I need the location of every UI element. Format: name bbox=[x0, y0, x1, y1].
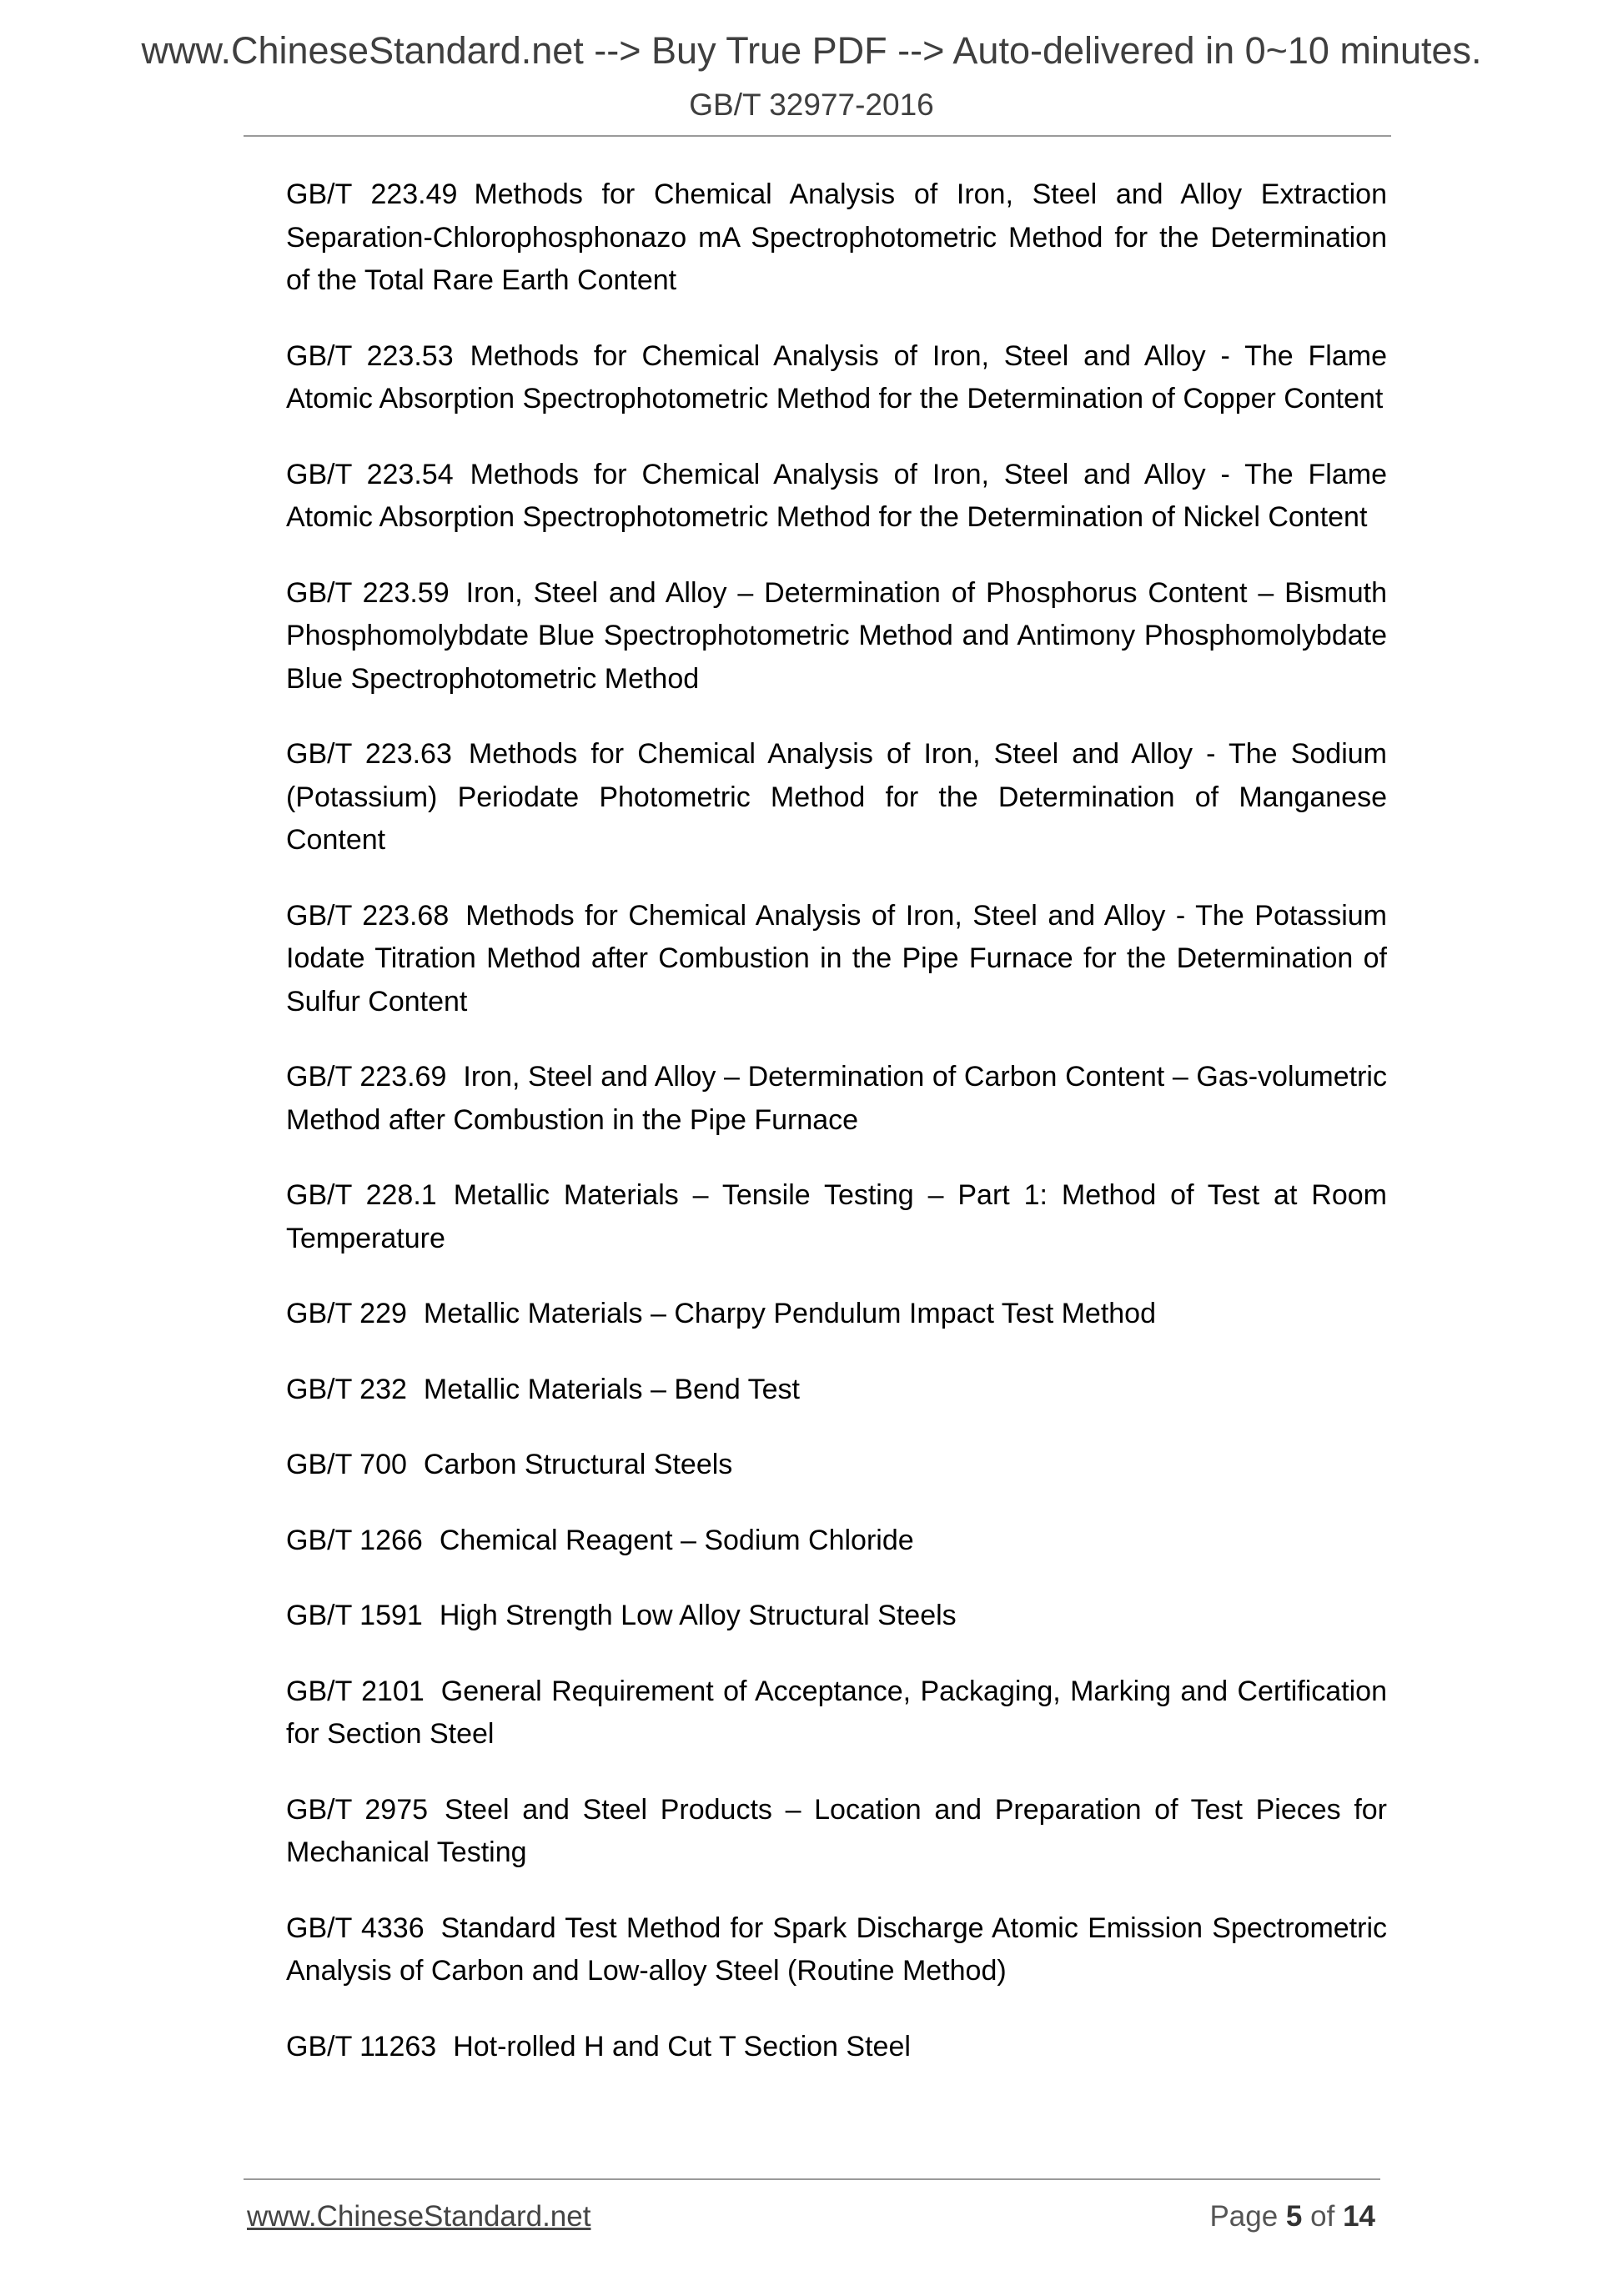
reference-entry bbox=[286, 572, 1387, 701]
footer-divider bbox=[244, 2178, 1380, 2180]
standard-title: General Requirement of Acceptance, Packaging, Marking and Certification for Section Steel bbox=[286, 1675, 1387, 1750]
reference-entry bbox=[286, 1520, 1387, 1563]
standard-title: Carbon Structural Steels bbox=[423, 1449, 733, 1480]
normative-references-list bbox=[286, 173, 1387, 2101]
standard-code: GB/T 223.68 bbox=[286, 899, 450, 932]
standard-title: Methods for Chemical Analysis of Iron, Steel and Alloy - The Flame Atomic Absorption Spectrophotometric Method for the Determination of Nickel Content bbox=[286, 458, 1387, 533]
standard-code: GB/T 2975 bbox=[286, 1793, 429, 1826]
standard-title: Metallic Materials – Tensile Testing – Part 1: Method of Test at Room Temperature bbox=[286, 1179, 1387, 1254]
standard-title: Methods for Chemical Analysis of Iron, Steel and Alloy - The Sodium (Potassium) Periodate Photometric Method for the Determination of Manganese Content bbox=[286, 738, 1388, 856]
standard-code: GB/T 228.1 bbox=[286, 1179, 437, 1211]
page-indicator bbox=[1209, 2200, 1375, 2233]
standard-title: High Strength Low Alloy Structural Steels bbox=[439, 1600, 957, 1631]
reference-entry bbox=[286, 1907, 1387, 1993]
standard-code: GB/T 700 bbox=[286, 1449, 407, 1480]
page-current: 5 bbox=[1285, 2200, 1303, 2233]
reference-entry bbox=[286, 335, 1387, 421]
standard-title: Methods for Chemical Analysis of Iron, Steel and Alloy - The Potassium Iodate Titration Method after Combustion in the Pipe Furnace for the Determination of Sulfur Content bbox=[286, 899, 1387, 1017]
standard-title: Standard Test Method for Spark Discharge Atomic Emission Spectrometric Analysis of Carbon and Low-alloy Steel (Routine Method) bbox=[286, 1912, 1387, 1987]
standard-code: GB/T 223.63 bbox=[286, 738, 452, 770]
standard-code: GB/T 229 bbox=[286, 1298, 407, 1329]
page-label: Page bbox=[1209, 2200, 1279, 2233]
standard-title: Iron, Steel and Alloy – Determination of Carbon Content – Gas-volumetric Method after Combustion in the Pipe Furnace bbox=[286, 1061, 1387, 1136]
standard-code: GB/T 1591 bbox=[286, 1600, 423, 1631]
standard-title: Hot-rolled H and Cut T Section Steel bbox=[453, 2030, 911, 2062]
standard-code: GB/T 223.59 bbox=[286, 576, 450, 609]
reference-entry bbox=[286, 1444, 1387, 1487]
footer-site-link[interactable]: www.ChineseStandard.net bbox=[247, 2200, 591, 2233]
reference-entry bbox=[286, 2026, 1387, 2069]
standard-title: Metallic Materials – Charpy Pendulum Impact Test Method bbox=[423, 1298, 1156, 1329]
standard-code: GB/T 223.49 bbox=[286, 178, 458, 210]
reference-entry bbox=[286, 1595, 1387, 1638]
reference-entry bbox=[286, 1056, 1387, 1142]
standard-code: GB/T 11263 bbox=[286, 2030, 437, 2062]
reference-entry bbox=[286, 895, 1387, 1024]
reference-entry bbox=[286, 1293, 1387, 1336]
reference-entry bbox=[286, 1369, 1387, 1412]
reference-entry bbox=[286, 1174, 1387, 1260]
standard-title: Iron, Steel and Alloy – Determination of Phosphorus Content – Bismuth Phosphomolybdate Blue Spectrophotometric Method and Antimony Phosphomolybdate Blue Spectrophotometric Method bbox=[286, 576, 1387, 695]
standard-title: Methods for Chemical Analysis of Iron, Steel and Alloy Extraction Separation-Chlorophosphonazo mA Spectrophotometric Method for the Determination of the Total Rare Earth Content bbox=[286, 178, 1387, 296]
standard-code: GB/T 223.53 bbox=[286, 339, 454, 372]
standard-title: Methods for Chemical Analysis of Iron, Steel and Alloy - The Flame Atomic Absorption Spectrophotometric Method for the Determination of Copper Content bbox=[286, 339, 1387, 414]
standard-title: Metallic Materials – Bend Test bbox=[423, 1373, 800, 1405]
header-divider bbox=[244, 135, 1391, 137]
reference-entry bbox=[286, 454, 1387, 540]
standard-title: Steel and Steel Products – Location and Preparation of Test Pieces for Mechanical Testing bbox=[286, 1793, 1387, 1868]
standard-code: GB/T 1266 bbox=[286, 1524, 423, 1556]
standard-code: GB/T 2101 bbox=[286, 1675, 425, 1707]
page-of: of bbox=[1310, 2200, 1335, 2233]
standard-code: GB/T 223.69 bbox=[286, 1061, 447, 1093]
standard-title: Chemical Reagent – Sodium Chloride bbox=[439, 1524, 914, 1556]
reference-entry bbox=[286, 173, 1387, 303]
reference-entry bbox=[286, 1671, 1387, 1756]
reference-entry bbox=[286, 1789, 1387, 1875]
standard-code: GB/T 232 bbox=[286, 1373, 407, 1405]
page-total: 14 bbox=[1343, 2200, 1375, 2233]
reference-entry bbox=[286, 733, 1387, 862]
standard-code: GB/T 223.54 bbox=[286, 458, 454, 490]
header-banner: www.ChineseStandard.net --> Buy True PDF --> Auto-delivered in 0~10 minutes. bbox=[141, 29, 1482, 72]
document-id: GB/T 32977-2016 bbox=[689, 88, 934, 122]
standard-code: GB/T 4336 bbox=[286, 1912, 425, 1944]
